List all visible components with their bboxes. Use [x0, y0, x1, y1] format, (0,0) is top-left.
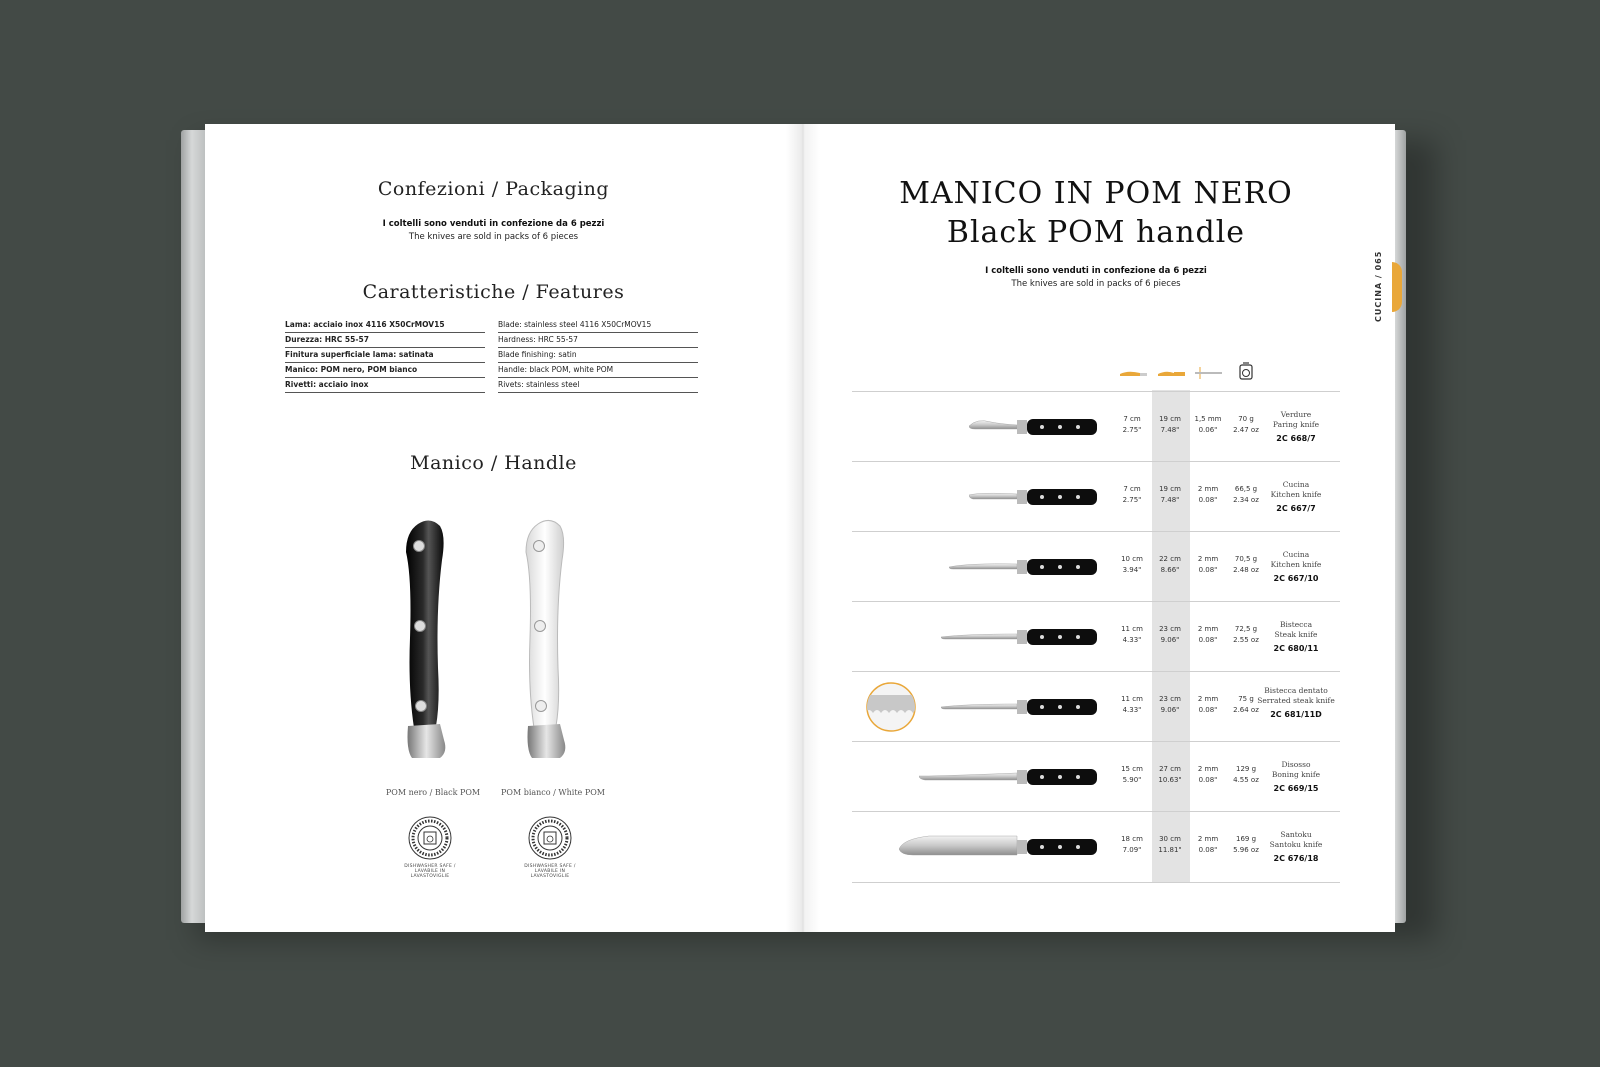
thickness-cell	[1190, 554, 1226, 576]
product-name-it: Bistecca dentato	[1264, 686, 1328, 695]
weight-cell-metric: 75 g	[1238, 695, 1254, 703]
product-name-it: Cucina	[1282, 480, 1310, 489]
weight-icon	[1238, 362, 1254, 380]
thickness-cell	[1190, 484, 1226, 506]
product-name-it: Verdure	[1280, 410, 1312, 419]
weight-cell-metric: 169 g	[1235, 835, 1257, 843]
knife-image	[949, 556, 1097, 578]
thickness-cell-imperial: 0.08"	[1198, 776, 1218, 784]
thickness-cell	[1190, 414, 1226, 436]
product-name-cell	[1252, 686, 1340, 720]
product-code: 2C 668/7	[1276, 434, 1316, 443]
product-code: 2C 667/10	[1273, 574, 1319, 583]
total-length-cell-imperial: 9.06"	[1160, 636, 1180, 644]
knife-image	[969, 486, 1097, 508]
dishwasher-safe-badge-icon	[527, 815, 573, 861]
product-name-cell	[1252, 550, 1340, 584]
blade-length-cell	[1114, 414, 1150, 436]
knife-image	[941, 626, 1097, 648]
section-tab-marker	[1392, 262, 1402, 312]
thickness-cell-metric: 2 mm	[1197, 835, 1219, 843]
feature-en-row: Hardness: HRC 55-57	[498, 333, 698, 348]
packaging-title: Confezioni / Packaging	[377, 178, 610, 200]
product-name-cell	[1252, 410, 1340, 444]
dishwasher-safe-badge-icon	[407, 815, 453, 861]
weight-cell-metric: 72,5 g	[1234, 625, 1258, 633]
weight-cell-imperial: 2.47 oz	[1233, 426, 1259, 434]
weight-cell-imperial: 2.55 oz	[1233, 636, 1259, 644]
thickness-cell-imperial: 0.08"	[1198, 706, 1218, 714]
product-name-cell	[1252, 480, 1340, 514]
product-name-cell	[1252, 620, 1340, 654]
blade-length-cell-metric: 11 cm	[1121, 695, 1143, 703]
total-length-cell-imperial: 10.63"	[1158, 776, 1182, 784]
blade-length-cell	[1114, 554, 1150, 576]
feature-it-row: Rivetti: acciaio inox	[285, 378, 485, 393]
total-length-cell-metric: 19 cm	[1159, 485, 1181, 493]
thickness-cell	[1190, 694, 1226, 716]
blade-length-cell	[1114, 694, 1150, 716]
product-name-en: Paring knife	[1272, 420, 1320, 429]
thickness-cell-imperial: 0.08"	[1198, 846, 1218, 854]
blade-length-cell-imperial: 7.09"	[1122, 846, 1142, 854]
blade-length-cell-imperial: 4.33"	[1122, 706, 1142, 714]
right-packaging-en: The knives are sold in packs of 6 pieces	[1011, 279, 1181, 289]
product-name-it: Cucina	[1282, 550, 1310, 559]
thickness-cell-metric: 2 mm	[1197, 625, 1219, 633]
thickness-cell-metric: 2 mm	[1197, 765, 1219, 773]
weight-cell-metric: 129 g	[1235, 765, 1257, 773]
total-length-cell-imperial: 9.06"	[1160, 706, 1180, 714]
weight-cell-imperial: 2.64 oz	[1233, 706, 1259, 714]
product-row	[852, 601, 1340, 672]
title-line-1: MANICO IN POM NERO	[899, 176, 1293, 211]
blade-length-icon	[1118, 366, 1148, 380]
blade-length-cell-metric: 7 cm	[1123, 415, 1141, 423]
total-length-cell-metric: 19 cm	[1159, 415, 1181, 423]
page-edge-left	[181, 130, 208, 923]
product-code: 2C 676/18	[1273, 854, 1319, 863]
product-row	[852, 741, 1340, 812]
product-name-en: Boning knife	[1271, 770, 1321, 779]
weight-cell-metric: 70 g	[1238, 415, 1254, 423]
product-code: 2C 667/7	[1276, 504, 1316, 513]
product-code: 2C 669/15	[1273, 784, 1319, 793]
white-pom-handle-image	[520, 518, 580, 763]
product-row	[852, 461, 1340, 532]
total-length-cell-imperial: 8.66"	[1160, 566, 1180, 574]
thickness-cell-metric: 2 mm	[1197, 555, 1219, 563]
product-name-cell	[1252, 830, 1340, 864]
weight-cell-metric: 70,5 g	[1234, 555, 1258, 563]
product-name-en: Kitchen knife	[1270, 490, 1322, 499]
knife-image	[919, 766, 1097, 788]
packaging-en: The knives are sold in packs of 6 pieces	[408, 232, 579, 242]
total-length-cell	[1152, 624, 1188, 646]
features-it-list	[285, 318, 485, 393]
blade-length-cell-metric: 7 cm	[1123, 485, 1141, 493]
product-name-it: Santoku	[1280, 830, 1312, 839]
section-side-label: CUCINA / 065	[1374, 250, 1383, 322]
blade-length-cell	[1114, 624, 1150, 646]
thickness-cell-imperial: 0.08"	[1198, 636, 1218, 644]
product-name-cell	[1252, 760, 1340, 794]
blade-length-cell-metric: 11 cm	[1121, 625, 1143, 633]
white-handle-caption: POM bianco / White POM	[501, 788, 605, 797]
black-handle-caption: POM nero / Black POM	[385, 788, 481, 797]
handle-title: Manico / Handle	[410, 452, 577, 474]
product-name-it: Bistecca	[1279, 620, 1313, 629]
thickness-cell-imperial: 0.08"	[1198, 496, 1218, 504]
total-length-cell-metric: 27 cm	[1159, 765, 1181, 773]
product-code: 2C 681/11D	[1270, 710, 1322, 719]
feature-it-row: Durezza: HRC 55-57	[285, 333, 485, 348]
total-length-cell	[1152, 554, 1188, 576]
feature-en-row: Blade finishing: satin	[498, 348, 698, 363]
blade-length-cell	[1114, 764, 1150, 786]
knife-image	[969, 416, 1097, 438]
features-en-list	[498, 318, 698, 393]
serrated-edge-detail-image	[865, 681, 917, 733]
knife-image	[941, 696, 1097, 718]
blade-length-cell-imperial: 2.75"	[1122, 426, 1142, 434]
blade-length-cell-imperial: 5.90"	[1122, 776, 1142, 784]
blade-length-cell-metric: 15 cm	[1121, 765, 1143, 773]
thickness-icon	[1194, 366, 1224, 380]
total-length-cell	[1152, 834, 1188, 856]
right-packaging-it: I coltelli sono venduti in confezione da 6 pezzi	[985, 266, 1207, 276]
total-length-cell	[1152, 484, 1188, 506]
thickness-cell-imperial: 0.08"	[1198, 566, 1218, 574]
thickness-cell	[1190, 834, 1226, 856]
product-row	[852, 391, 1340, 462]
feature-en-row: Blade: stainless steel 4116 X50CrMOV15	[498, 318, 698, 333]
feature-en-row: Rivets: stainless steel	[498, 378, 698, 393]
blade-length-cell-imperial: 3.94"	[1122, 566, 1142, 574]
blade-length-cell	[1114, 484, 1150, 506]
blade-length-cell-metric: 18 cm	[1121, 835, 1143, 843]
left-page	[205, 124, 803, 932]
total-length-icon	[1156, 366, 1186, 380]
packaging-it: I coltelli sono venduti in confezione da 6 pezzi	[382, 219, 605, 229]
title-line-2: Black POM handle	[946, 215, 1246, 250]
thickness-cell-metric: 1,5 mm	[1194, 415, 1222, 423]
blade-length-cell	[1114, 834, 1150, 856]
features-title: Caratteristiche / Features	[362, 281, 625, 303]
product-row	[852, 671, 1340, 742]
feature-it-row: Manico: POM nero, POM bianco	[285, 363, 485, 378]
product-name-en: Serrated steak knife	[1257, 696, 1335, 705]
product-name-en: Kitchen knife	[1270, 560, 1322, 569]
total-length-cell-imperial: 7.48"	[1160, 426, 1180, 434]
thickness-cell-metric: 2 mm	[1197, 485, 1219, 493]
total-length-cell-metric: 23 cm	[1159, 625, 1181, 633]
feature-it-row: Lama: acciaio inox 4116 X50CrMOV15	[285, 318, 485, 333]
weight-cell-metric: 66,5 g	[1234, 485, 1258, 493]
badge-label-black: DISHWASHER SAFE / LAVABILE IN LAVASTOVIGLIE	[404, 864, 456, 879]
thickness-cell-metric: 2 mm	[1197, 695, 1219, 703]
total-length-cell	[1152, 414, 1188, 436]
weight-cell-imperial: 5.96 oz	[1233, 846, 1259, 854]
product-name-en: Steak knife	[1274, 630, 1318, 639]
blade-length-cell-imperial: 4.33"	[1122, 636, 1142, 644]
knife-image	[899, 833, 1097, 861]
product-name-en: Santoku knife	[1269, 840, 1323, 849]
thickness-cell	[1190, 764, 1226, 786]
total-length-cell-metric: 22 cm	[1159, 555, 1181, 563]
feature-en-row: Handle: black POM, white POM	[498, 363, 698, 378]
product-row	[852, 811, 1340, 883]
total-length-cell	[1152, 764, 1188, 786]
product-row	[852, 531, 1340, 602]
weight-cell-imperial: 2.48 oz	[1233, 566, 1259, 574]
product-code: 2C 680/11	[1273, 644, 1319, 653]
total-length-cell-imperial: 11.81"	[1158, 846, 1182, 854]
weight-cell-imperial: 4.55 oz	[1233, 776, 1259, 784]
thickness-cell	[1190, 624, 1226, 646]
black-pom-handle-image	[400, 518, 460, 763]
blade-length-cell-metric: 10 cm	[1121, 555, 1143, 563]
thickness-cell-imperial: 0.06"	[1198, 426, 1218, 434]
weight-cell-imperial: 2.34 oz	[1233, 496, 1259, 504]
total-length-cell-imperial: 7.48"	[1160, 496, 1180, 504]
blade-length-cell-imperial: 2.75"	[1122, 496, 1142, 504]
feature-it-row: Finitura superficiale lama: satinata	[285, 348, 485, 363]
total-length-cell-metric: 23 cm	[1159, 695, 1181, 703]
total-length-cell	[1152, 694, 1188, 716]
total-length-cell-metric: 30 cm	[1159, 835, 1181, 843]
badge-label-white: DISHWASHER SAFE / LAVABILE IN LAVASTOVIGLIE	[524, 864, 576, 879]
product-name-it: Disosso	[1281, 760, 1311, 769]
